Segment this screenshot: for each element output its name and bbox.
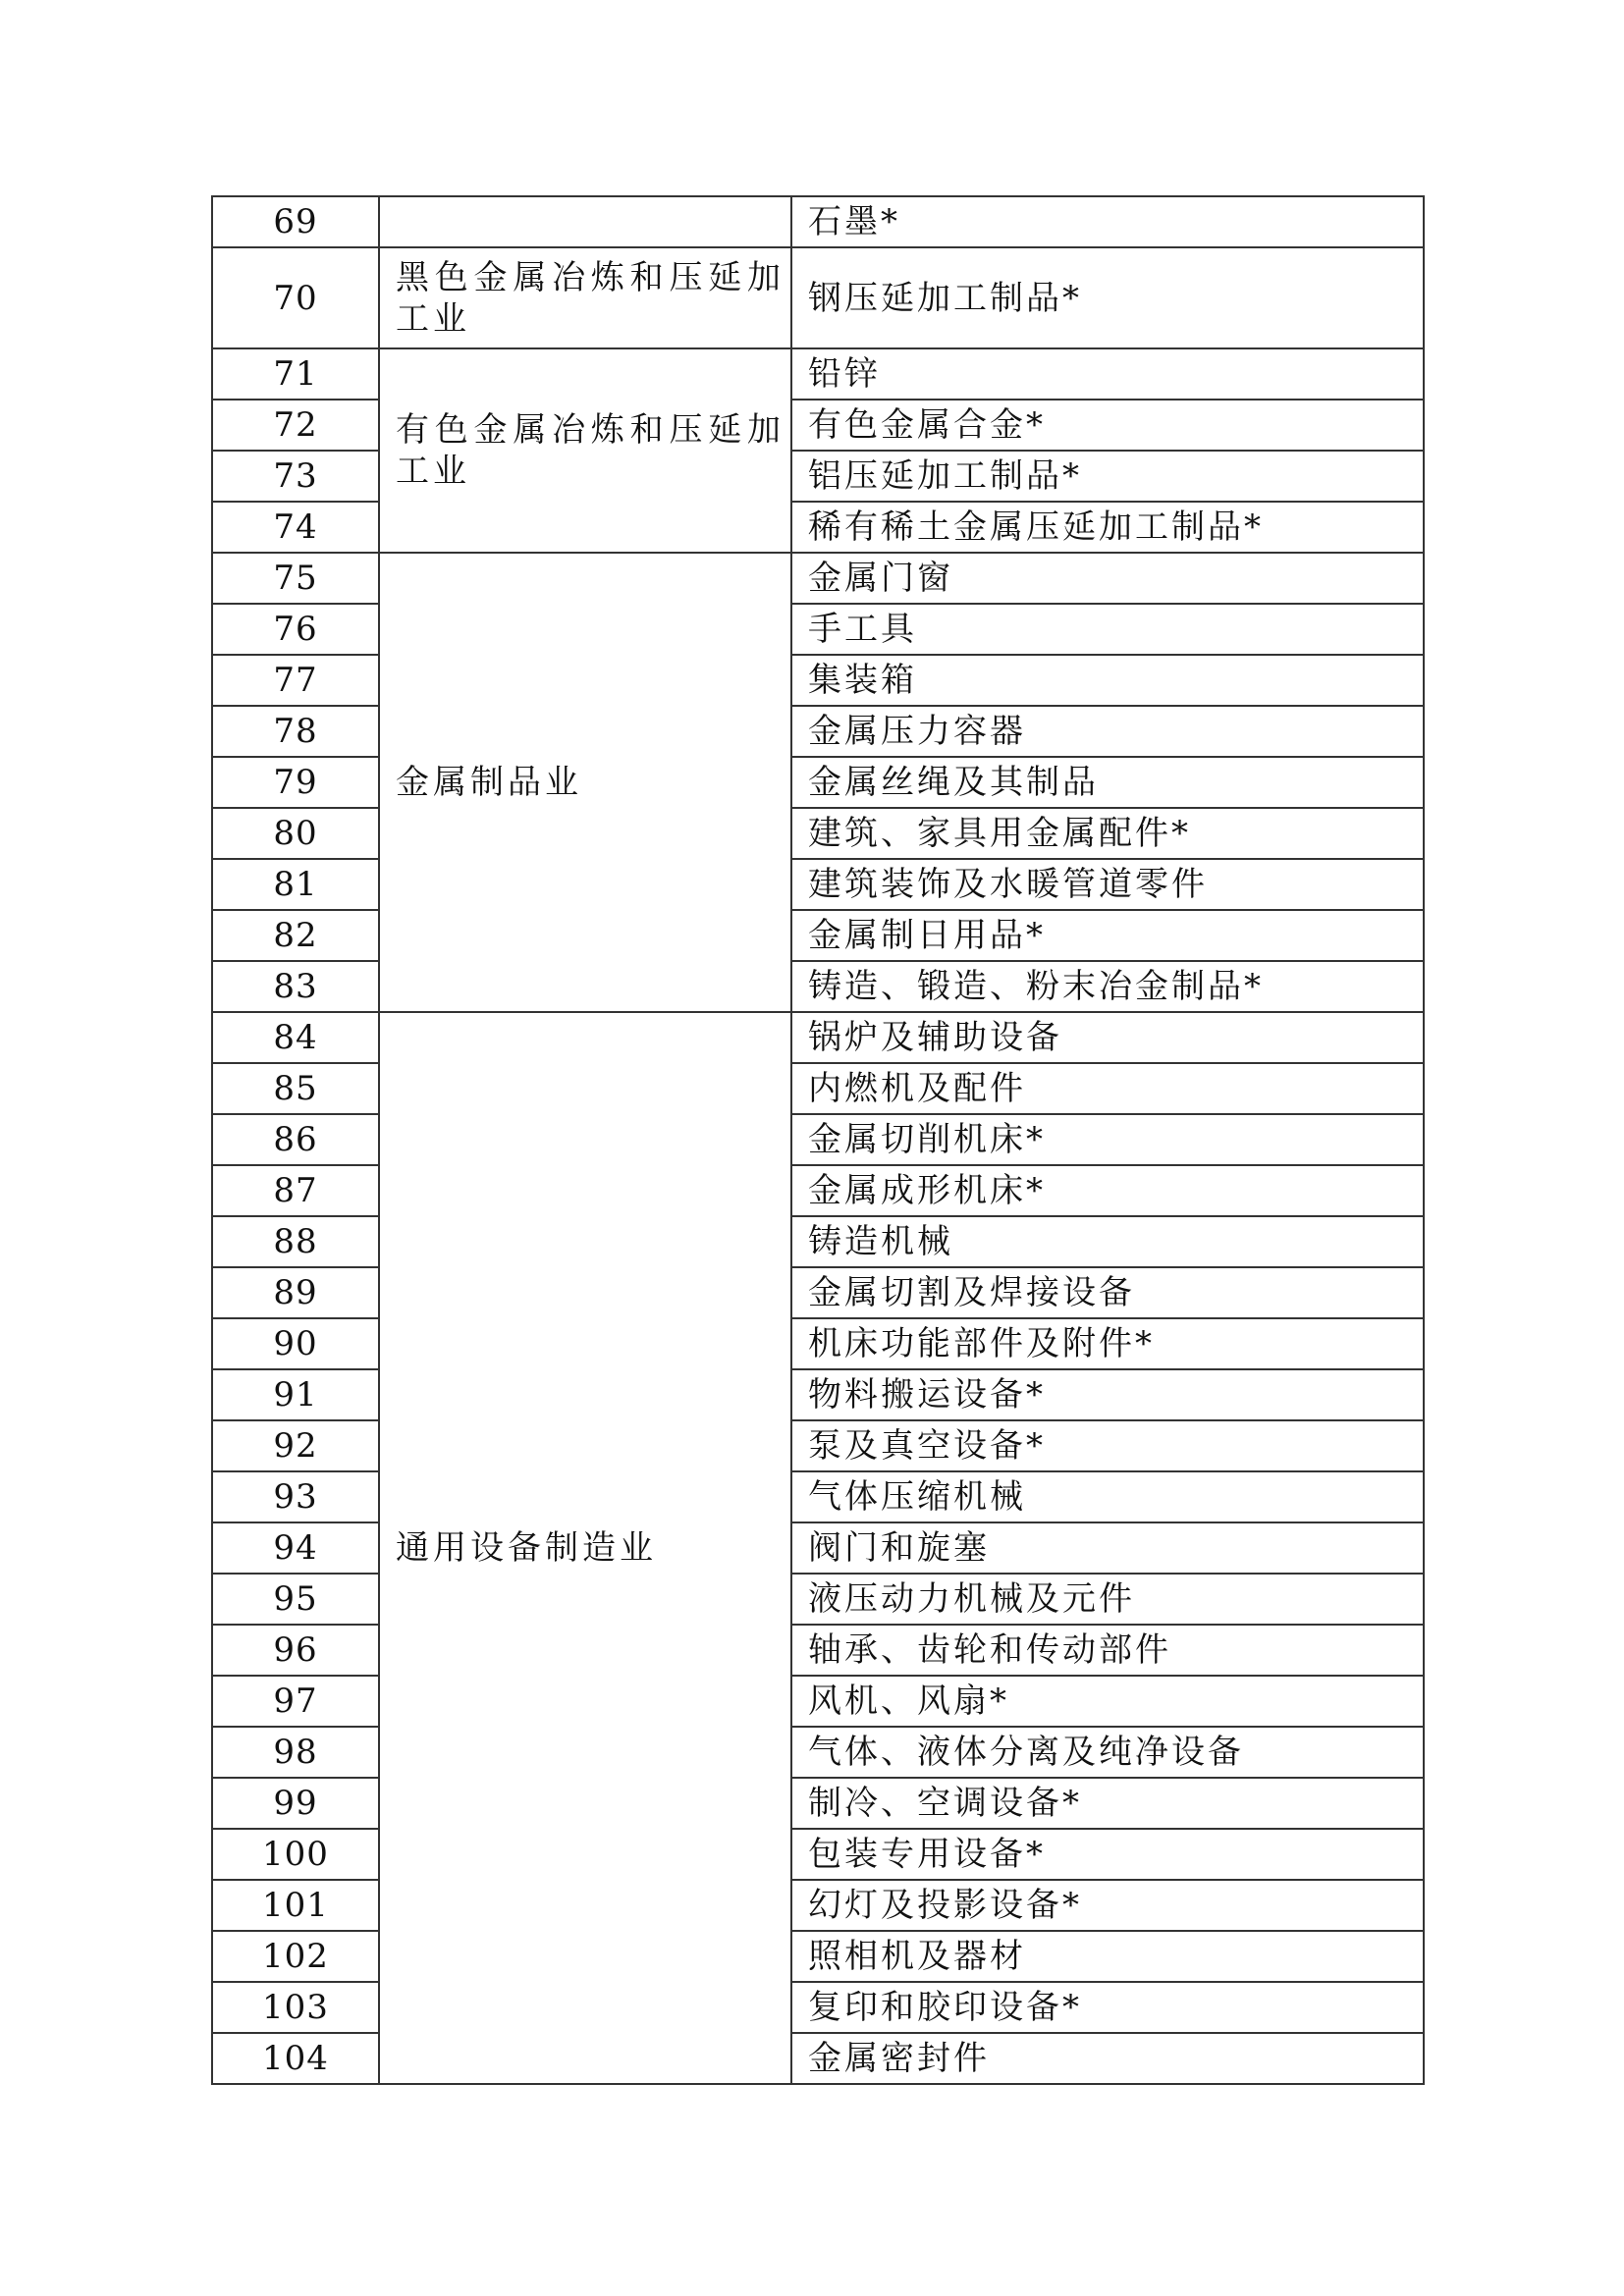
row-number: 93 xyxy=(212,1471,379,1522)
table-row xyxy=(212,348,1424,400)
product-name: 金属切割及焊接设备 xyxy=(791,1267,1424,1318)
product-name: 集装箱 xyxy=(791,655,1424,706)
row-number: 98 xyxy=(212,1727,379,1778)
product-catalog-table xyxy=(211,195,1425,2085)
product-name: 有色金属合金* xyxy=(791,400,1424,451)
row-number: 72 xyxy=(212,400,379,451)
product-name: 金属门窗 xyxy=(791,553,1424,604)
product-name: 手工具 xyxy=(791,604,1424,655)
row-number: 102 xyxy=(212,1931,379,1982)
product-name: 轴承、齿轮和传动部件 xyxy=(791,1625,1424,1676)
row-number: 95 xyxy=(212,1574,379,1625)
product-name: 金属密封件 xyxy=(791,2033,1424,2084)
product-name: 金属成形机床* xyxy=(791,1165,1424,1216)
product-name: 物料搬运设备* xyxy=(791,1369,1424,1420)
row-number: 97 xyxy=(212,1676,379,1727)
product-name: 钢压延加工制品* xyxy=(791,247,1424,348)
industry-cell: 金属制品业 xyxy=(379,553,791,1012)
product-name: 制冷、空调设备* xyxy=(791,1778,1424,1829)
row-number: 88 xyxy=(212,1216,379,1267)
product-name: 铸造、锻造、粉末冶金制品* xyxy=(791,961,1424,1012)
row-number: 79 xyxy=(212,757,379,808)
table-row xyxy=(212,196,1424,247)
row-number: 86 xyxy=(212,1114,379,1165)
product-name: 建筑、家具用金属配件* xyxy=(791,808,1424,859)
row-number: 84 xyxy=(212,1012,379,1063)
product-name: 铅锌 xyxy=(791,348,1424,400)
product-name: 铝压延加工制品* xyxy=(791,451,1424,502)
row-number: 70 xyxy=(212,247,379,348)
product-name: 包装专用设备* xyxy=(791,1829,1424,1880)
product-name: 机床功能部件及附件* xyxy=(791,1318,1424,1369)
row-number: 101 xyxy=(212,1880,379,1931)
industry-cell: 有色金属冶炼和压延加工业 xyxy=(379,348,791,553)
table-row xyxy=(212,553,1424,604)
row-number: 73 xyxy=(212,451,379,502)
row-number: 103 xyxy=(212,1982,379,2033)
industry-cell: 黑色金属冶炼和压延加工业 xyxy=(379,247,791,348)
table-row xyxy=(212,1012,1424,1063)
product-name: 稀有稀土金属压延加工制品* xyxy=(791,502,1424,553)
product-name: 金属制日用品* xyxy=(791,910,1424,961)
product-name: 铸造机械 xyxy=(791,1216,1424,1267)
product-name: 金属丝绳及其制品 xyxy=(791,757,1424,808)
product-name: 气体压缩机械 xyxy=(791,1471,1424,1522)
product-name: 幻灯及投影设备* xyxy=(791,1880,1424,1931)
row-number: 75 xyxy=(212,553,379,604)
product-name: 气体、液体分离及纯净设备 xyxy=(791,1727,1424,1778)
product-name: 石墨* xyxy=(791,196,1424,247)
row-number: 71 xyxy=(212,348,379,400)
row-number: 96 xyxy=(212,1625,379,1676)
row-number: 104 xyxy=(212,2033,379,2084)
row-number: 89 xyxy=(212,1267,379,1318)
row-number: 94 xyxy=(212,1522,379,1574)
product-name: 锅炉及辅助设备 xyxy=(791,1012,1424,1063)
row-number: 81 xyxy=(212,859,379,910)
row-number: 87 xyxy=(212,1165,379,1216)
product-name: 液压动力机械及元件 xyxy=(791,1574,1424,1625)
table-row xyxy=(212,247,1424,348)
product-name: 内燃机及配件 xyxy=(791,1063,1424,1114)
product-name: 建筑装饰及水暖管道零件 xyxy=(791,859,1424,910)
row-number: 69 xyxy=(212,196,379,247)
product-name: 照相机及器材 xyxy=(791,1931,1424,1982)
row-number: 100 xyxy=(212,1829,379,1880)
product-name: 阀门和旋塞 xyxy=(791,1522,1424,1574)
row-number: 77 xyxy=(212,655,379,706)
row-number: 90 xyxy=(212,1318,379,1369)
row-number: 76 xyxy=(212,604,379,655)
product-name: 复印和胶印设备* xyxy=(791,1982,1424,2033)
row-number: 92 xyxy=(212,1420,379,1471)
row-number: 83 xyxy=(212,961,379,1012)
row-number: 85 xyxy=(212,1063,379,1114)
product-name: 泵及真空设备* xyxy=(791,1420,1424,1471)
industry-cell: 通用设备制造业 xyxy=(379,1012,791,2084)
row-number: 91 xyxy=(212,1369,379,1420)
industry-cell xyxy=(379,196,791,247)
row-number: 80 xyxy=(212,808,379,859)
product-name: 金属切削机床* xyxy=(791,1114,1424,1165)
product-name: 风机、风扇* xyxy=(791,1676,1424,1727)
row-number: 78 xyxy=(212,706,379,757)
product-name: 金属压力容器 xyxy=(791,706,1424,757)
row-number: 82 xyxy=(212,910,379,961)
row-number: 99 xyxy=(212,1778,379,1829)
row-number: 74 xyxy=(212,502,379,553)
